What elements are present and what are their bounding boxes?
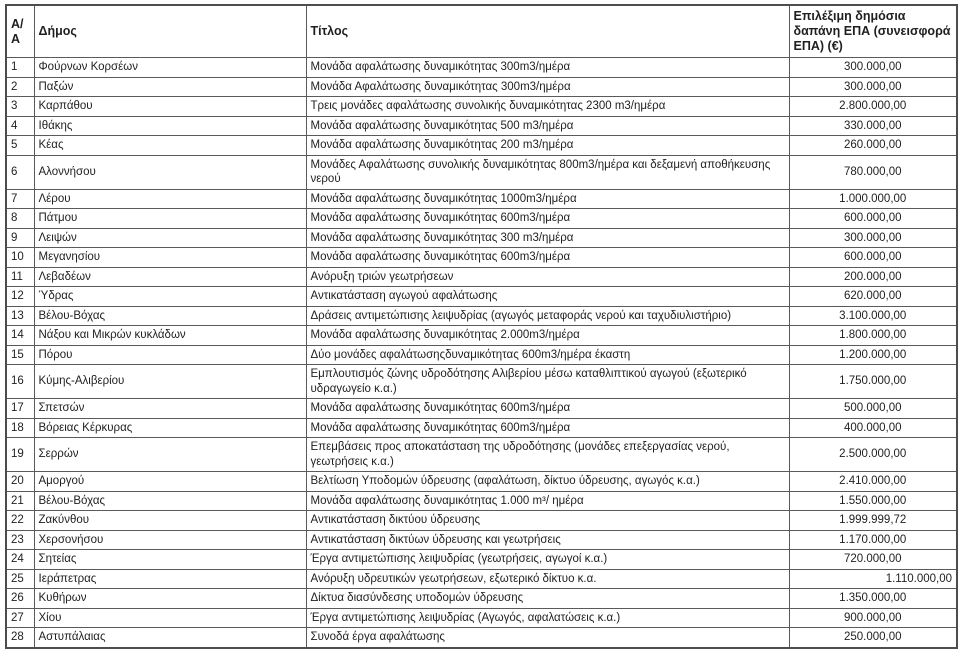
amount-cell: 900.000,00 [789,608,957,628]
municipality-cell: Σητείας [34,550,306,570]
title-cell: Δύο μονάδες αφαλάτωσηςδυναμικότητας 600m3/ημέρα έκαστη [306,345,789,365]
table-row [6,550,957,570]
title-cell: Μονάδα αφαλάτωσης δυναμικότητας 1.000 m³/ ημέρα [306,491,789,511]
table-row [6,209,957,229]
title-cell: Δράσεις αντιμετώπισης λειψυδρίας (αγωγός μεταφοράς νερού και ταχυδιυλιστήριο) [306,306,789,326]
title-cell: Μονάδα αφαλάτωσης δυναμικότητας 2.000m3/ημέρα [306,326,789,346]
title-cell: Μονάδα αφαλάτωσης δυναμικότητας 300 m3/ημέρα [306,228,789,248]
title-cell: Έργα αντιμετώπισης λειψυδρίας (γεωτρήσεις, αγωγοί κ.α.) [306,550,789,570]
amount-cell: 1.750.000,00 [789,365,957,399]
title-cell: Μονάδα αφαλάτωσης δυναμικότητας 200 m3/ημέρα [306,136,789,156]
table-row [6,569,957,589]
municipality-cell: Παξών [34,77,306,97]
amount-cell: 330.000,00 [789,116,957,136]
row-index-cell: 18 [6,418,34,438]
row-index-cell: 20 [6,472,34,492]
table-row [6,365,957,399]
table-row [6,116,957,136]
municipality-cell: Κύμης-Αλιβερίου [34,365,306,399]
amount-cell: 1.550.000,00 [789,491,957,511]
amount-cell: 250.000,00 [789,628,957,648]
row-index-cell: 9 [6,228,34,248]
title-cell: Τρεις μονάδες αφαλάτωσης συνολικής δυναμικότητας 2300 m3/ημέρα [306,97,789,117]
title-cell: Μονάδα αφαλάτωσης δυναμικότητας 600m3/ημέρα [306,248,789,268]
municipality-cell: Βόρειας Κέρκυρας [34,418,306,438]
table-row [6,589,957,609]
municipality-cell: Νάξου και Μικρών κυκλάδων [34,326,306,346]
header-municipality: Δήμος [34,5,306,58]
amount-cell: 2.800.000,00 [789,97,957,117]
municipality-cell: Πόρου [34,345,306,365]
table-row [6,58,957,78]
row-index-cell: 19 [6,438,34,472]
table-row [6,267,957,287]
row-index-cell: 23 [6,530,34,550]
amount-cell: 2.410.000,00 [789,472,957,492]
row-index-cell: 15 [6,345,34,365]
amount-cell: 600.000,00 [789,209,957,229]
municipality-cell: Λεβαδέων [34,267,306,287]
row-index-cell: 8 [6,209,34,229]
amount-cell: 400.000,00 [789,418,957,438]
row-index-cell: 13 [6,306,34,326]
public-expense-table [5,4,958,649]
amount-cell: 1.350.000,00 [789,589,957,609]
title-cell: Μονάδα αφαλάτωσης δυναμικότητας 500 m3/ημέρα [306,116,789,136]
header-index: Α/Α [6,5,34,58]
municipality-cell: Χίου [34,608,306,628]
amount-cell: 1.200.000,00 [789,345,957,365]
row-index-cell: 7 [6,189,34,209]
title-cell: Συνοδά έργα αφαλάτωσης [306,628,789,648]
table-row [6,155,957,189]
header-title: Τίτλος [306,5,789,58]
row-index-cell: 17 [6,399,34,419]
municipality-cell: Ζακύνθου [34,511,306,531]
table-row [6,438,957,472]
table-row [6,77,957,97]
title-cell: Μονάδα αφαλάτωσης δυναμικότητας 600m3/ημέρα [306,209,789,229]
table-row [6,399,957,419]
amount-cell: 300.000,00 [789,58,957,78]
table-row [6,228,957,248]
table-row [6,345,957,365]
title-cell: Αντικατάσταση δικτύων ύδρευσης και γεωτρήσεις [306,530,789,550]
amount-cell: 260.000,00 [789,136,957,156]
municipality-cell: Αμοργού [34,472,306,492]
amount-cell: 2.500.000,00 [789,438,957,472]
municipality-cell: Φούρνων Κορσέων [34,58,306,78]
table-row [6,189,957,209]
amount-cell: 300.000,00 [789,228,957,248]
row-index-cell: 10 [6,248,34,268]
title-cell: Επεμβάσεις προς αποκατάσταση της υδροδότησης (μονάδες επεξεργασίας νερού, γεωτρήσεις κ.α.) [306,438,789,472]
table-row [6,608,957,628]
title-cell: Μονάδες Αφαλάτωσης συνολικής δυναμικότητας 800m3/ημέρα και δεξαμενή αποθήκευσης νερού [306,155,789,189]
table-row [6,530,957,550]
table-row [6,472,957,492]
title-cell: Αντικατάσταση δικτύου ύδρευσης [306,511,789,531]
title-cell: Εμπλουτισμός ζώνης υδροδότησης Αλιβερίου μέσω καταθλιπτικού αγωγού (εξωτερικό υδραγωγείο κ.α.) [306,365,789,399]
row-index-cell: 11 [6,267,34,287]
amount-cell: 720.000,00 [789,550,957,570]
municipality-cell: Βέλου-Βόχας [34,306,306,326]
amount-cell: 3.100.000,00 [789,306,957,326]
row-index-cell: 26 [6,589,34,609]
row-index-cell: 6 [6,155,34,189]
municipality-cell: Χερσονήσου [34,530,306,550]
amount-cell: 620.000,00 [789,287,957,307]
municipality-cell: Μεγανησίου [34,248,306,268]
row-index-cell: 16 [6,365,34,399]
table-row [6,306,957,326]
row-index-cell: 14 [6,326,34,346]
title-cell: Βελτίωση Υποδομών ύδρευσης (αφαλάτωση, δίκτυο ύδρευσης, αγωγός κ.α.) [306,472,789,492]
row-index-cell: 3 [6,97,34,117]
header-expense: Επιλέξιμη δημόσια δαπάνη ΕΠΑ (συνεισφορά ΕΠΑ) (€) [789,5,957,58]
row-index-cell: 1 [6,58,34,78]
table-row [6,491,957,511]
amount-cell: 600.000,00 [789,248,957,268]
row-index-cell: 12 [6,287,34,307]
municipality-cell: Αστυπάλαιας [34,628,306,648]
title-cell: Μονάδα αφαλάτωσης δυναμικότητας 600m3/ημέρα [306,399,789,419]
municipality-cell: Κυθήρων [34,589,306,609]
municipality-cell: Πάτμου [34,209,306,229]
municipality-cell: Λέρου [34,189,306,209]
amount-cell: 1.110.000,00 [789,569,957,589]
municipality-cell: Ιεράπετρας [34,569,306,589]
amount-cell: 200.000,00 [789,267,957,287]
table-row [6,511,957,531]
title-cell: Έργα αντιμετώπισης λειψυδρίας (Αγωγός, αφαλατώσεις κ.α.) [306,608,789,628]
row-index-cell: 5 [6,136,34,156]
title-cell: Αντικατάσταση αγωγού αφαλάτωσης [306,287,789,307]
row-index-cell: 21 [6,491,34,511]
amount-cell: 1.800.000,00 [789,326,957,346]
table-row [6,326,957,346]
table-row [6,418,957,438]
amount-cell: 1.999.999,72 [789,511,957,531]
municipality-cell: Κέας [34,136,306,156]
municipality-cell: Σπετσών [34,399,306,419]
amount-cell: 1.000.000,00 [789,189,957,209]
municipality-cell: Ύδρας [34,287,306,307]
table-row [6,287,957,307]
row-index-cell: 22 [6,511,34,531]
amount-cell: 1.170.000,00 [789,530,957,550]
title-cell: Μονάδα Αφαλάτωσης δυναμικότητας 300m3/ημέρα [306,77,789,97]
row-index-cell: 28 [6,628,34,648]
municipality-cell: Ιθάκης [34,116,306,136]
amount-cell: 500.000,00 [789,399,957,419]
title-cell: Μονάδα αφαλάτωσης δυναμικότητας 300m3/ημέρα [306,58,789,78]
municipality-cell: Καρπάθου [34,97,306,117]
title-cell: Μονάδα αφαλάτωσης δυναμικότητας 1000m3/ημέρα [306,189,789,209]
municipality-cell: Σερρών [34,438,306,472]
municipality-cell: Βέλου-Βόχας [34,491,306,511]
municipality-cell: Λειψών [34,228,306,248]
row-index-cell: 27 [6,608,34,628]
row-index-cell: 25 [6,569,34,589]
title-cell: Δίκτυα διασύνδεσης υποδομών ύδρευσης [306,589,789,609]
table-row [6,136,957,156]
municipality-cell: Αλοννήσου [34,155,306,189]
table-row [6,248,957,268]
amount-cell: 780.000,00 [789,155,957,189]
table-body [6,58,957,648]
table-row [6,628,957,648]
row-index-cell: 4 [6,116,34,136]
row-index-cell: 2 [6,77,34,97]
title-cell: Μονάδα αφαλάτωσης δυναμικότητας 600m3/ημέρα [306,418,789,438]
amount-cell: 300.000,00 [789,77,957,97]
table-header-row [6,5,957,58]
table-row [6,97,957,117]
title-cell: Ανόρυξη τριών γεωτρήσεων [306,267,789,287]
title-cell: Ανόρυξη υδρευτικών γεωτρήσεων, εξωτερικό δίκτυο κ.α. [306,569,789,589]
row-index-cell: 24 [6,550,34,570]
